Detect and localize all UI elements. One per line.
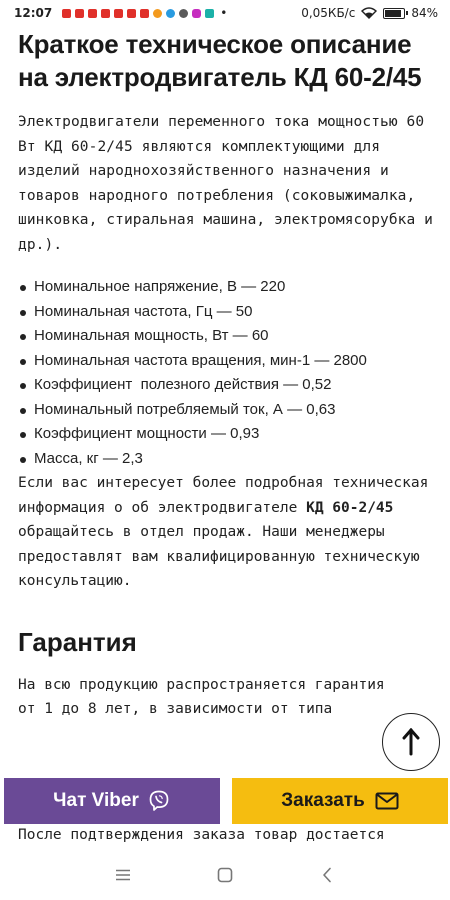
spec-list bbox=[18, 275, 436, 471]
instagram-notification-icon bbox=[192, 9, 201, 18]
home-icon bbox=[217, 867, 233, 883]
youtube-notification-icon bbox=[62, 9, 71, 18]
spec-item: Номинальный потребляемый ток, А — 0,63 bbox=[18, 398, 436, 423]
scroll-to-top-button[interactable] bbox=[382, 713, 440, 771]
network-speed: 0,05КБ/с bbox=[301, 6, 356, 20]
warranty-title: Гарантия bbox=[18, 626, 137, 657]
warranty-text bbox=[18, 673, 436, 722]
youtube-notification-icon bbox=[114, 9, 123, 18]
warranty-line: от 1 до 8 лет, в зависимости от типа bbox=[18, 701, 333, 717]
intro-paragraph: Электродвигатели переменного тока мощностью 60 Вт КД 60-2/45 являются комплектующими для изделий народнохозяйственного назначения и товаров народного потребления (соковыжималка, шинковка, стиральная машина, электромясорубка и др.). bbox=[18, 114, 433, 253]
youtube-notification-icon bbox=[75, 9, 84, 18]
spec-item: Номинальное напряжение, В — 220 bbox=[18, 275, 436, 300]
status-bar bbox=[0, 0, 450, 26]
youtube-notification-icon bbox=[101, 9, 110, 18]
spec-item: Коэффициент полезного действия — 0,52 bbox=[18, 373, 436, 398]
order-info-text: После подтверждения заказа товар достается bbox=[18, 827, 385, 843]
viber-chat-button[interactable] bbox=[4, 778, 220, 824]
spec-item: Номинальная частота, Гц — 50 bbox=[18, 300, 436, 325]
info-text: обращайтесь в отдел продаж. Наши менеджеры предоставлят вам квалифицированную техническую консультацию. bbox=[18, 524, 420, 589]
order-button-label: Заказать bbox=[281, 790, 365, 811]
home-button[interactable] bbox=[213, 863, 237, 887]
battery-icon bbox=[383, 8, 405, 19]
youtube-notification-icon bbox=[140, 9, 149, 18]
status-right bbox=[301, 6, 438, 20]
youtube-notification-icon bbox=[127, 9, 136, 18]
wifi-icon bbox=[361, 7, 377, 19]
telegram-notification-icon bbox=[166, 9, 175, 18]
notification-icons bbox=[62, 6, 227, 20]
spec-item: Номинальная частота вращения, мин-1 — 2800 bbox=[18, 349, 436, 374]
battery-level: 84% bbox=[411, 6, 438, 20]
menu-icon bbox=[115, 869, 131, 881]
app-notification-icon bbox=[153, 9, 162, 18]
spec-item: Номинальная мощность, Вт — 60 bbox=[18, 324, 436, 349]
back-button[interactable] bbox=[315, 863, 339, 887]
menu-button[interactable] bbox=[111, 863, 135, 887]
arrow-up-icon bbox=[401, 728, 421, 756]
spec-item: Масса, кг — 2,3 bbox=[18, 447, 436, 472]
viber-button-label: Чат Viber bbox=[53, 790, 139, 811]
model-name: КД 60-2/45 bbox=[306, 499, 394, 516]
app-notification-icon bbox=[205, 9, 214, 18]
info-text: Если вас интересует более подробная техническая информация о об электродвигателе bbox=[18, 475, 429, 516]
more-notifications-icon: • bbox=[220, 6, 228, 20]
info-paragraph bbox=[18, 471, 436, 594]
spec-item: Коэффициент мощности — 0,93 bbox=[18, 422, 436, 447]
youtube-notification-icon bbox=[88, 9, 97, 18]
viber-icon bbox=[147, 789, 171, 813]
order-button[interactable] bbox=[232, 778, 448, 824]
page-title: Краткое техническое описание на электродвигатель КД 60-2/45 bbox=[18, 29, 422, 92]
status-time: 12:07 bbox=[14, 6, 53, 20]
back-icon bbox=[321, 867, 333, 883]
warranty-line: На всю продукцию распространяется гарантия bbox=[18, 676, 385, 693]
mail-icon bbox=[375, 792, 399, 810]
navigation-bar bbox=[0, 850, 450, 900]
app-notification-icon bbox=[179, 9, 188, 18]
article bbox=[18, 28, 436, 722]
